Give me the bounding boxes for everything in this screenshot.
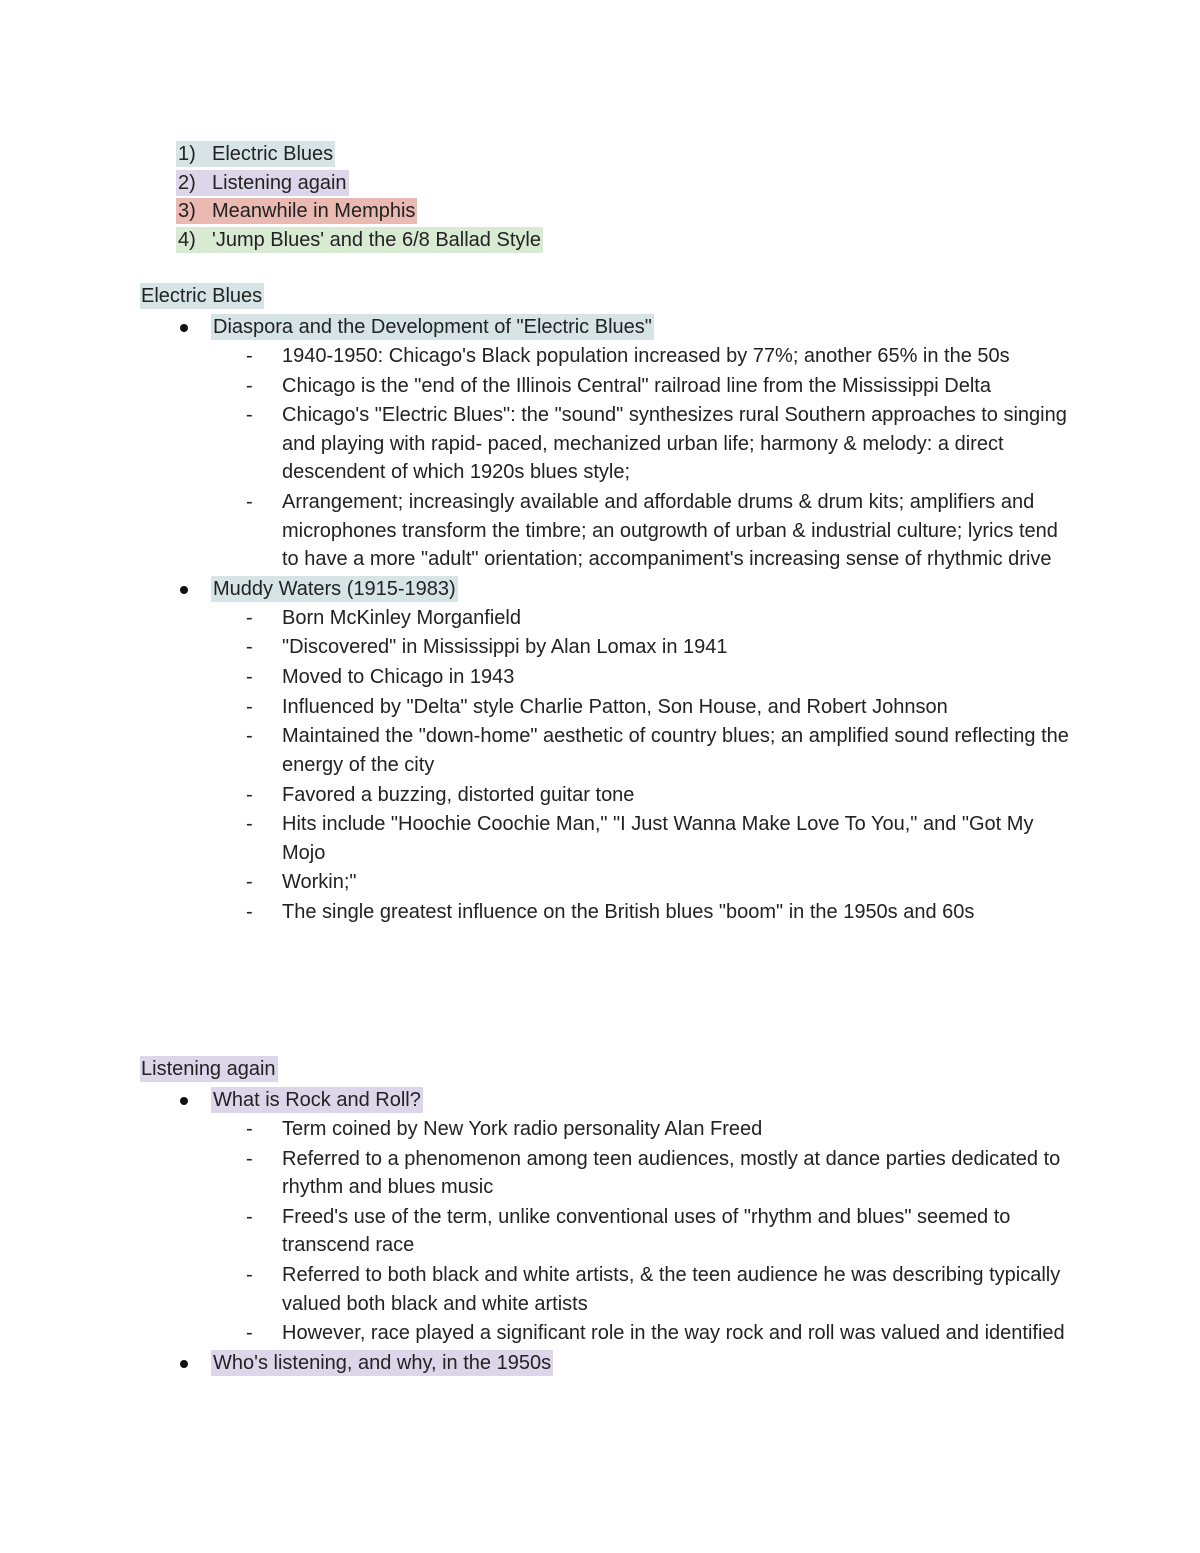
dash-icon: -: [246, 1264, 253, 1287]
list-item: - 1940-1950: Chicago's Black population increased by 77%; another 65% in the 50s: [140, 342, 1072, 371]
list-item: - Favored a buzzing, distorted guitar tone: [140, 781, 1072, 810]
list-item: - Born McKinley Morganfield: [140, 604, 1072, 633]
dash-icon: -: [246, 665, 253, 688]
list-item: - However, race played a significant role in the way rock and roll was valued and identified: [140, 1319, 1072, 1348]
dash-icon: -: [246, 374, 253, 397]
bullet-item: [140, 1350, 1070, 1376]
bullet-item: [140, 1087, 1070, 1113]
dash-icon: -: [246, 606, 253, 629]
bullet-item: [140, 314, 1070, 340]
bullet-text: Muddy Waters (1915-1983): [213, 577, 456, 600]
dash-icon: -: [246, 1147, 253, 1170]
list-item: - Moved to Chicago in 1943: [140, 663, 1072, 692]
dash-icon: -: [246, 813, 253, 836]
bullet-item: [140, 576, 1070, 602]
dash-icon: -: [246, 871, 253, 894]
dash-icon: -: [246, 1118, 253, 1140]
bullet-text: Diaspora and the Development of "Electric Blues": [213, 316, 652, 338]
section-listening-again: [140, 1056, 1070, 1376]
sub-list: [140, 1115, 1070, 1348]
dash-icon: -: [246, 404, 253, 427]
sub-list: [140, 342, 1070, 574]
list-item: - Term coined by New York radio personality Alan Freed: [140, 1115, 1072, 1144]
dash-icon: -: [246, 783, 253, 806]
toc-item-1: 1) Electric Blues: [178, 143, 334, 165]
list-item: - Chicago's "Electric Blues": the "sound" synthesizes rural Southern approaches to singing and playing with rapid- paced, mechanized urban life; harmony & melody: a direct descendent of which 1920s blues style;: [140, 401, 1072, 487]
list-item: - Maintained the "down-home" aesthetic of country blues; an amplified sound reflecting the energy of the city: [140, 722, 1072, 779]
dash-icon: -: [246, 901, 253, 924]
dash-icon: -: [246, 725, 253, 748]
toc-item-2: 2) Listening again: [178, 171, 347, 194]
list-item: - Chicago is the "end of the Illinois Central" railroad line from the Mississippi Delta: [140, 372, 1072, 401]
toc-item-3: 3) Meanwhile in Memphis: [178, 200, 416, 222]
list-item: - Influenced by "Delta" style Charlie Patton, Son House, and Robert Johnson: [140, 693, 1072, 722]
list-item: - Hits include "Hoochie Coochie Man," "I Just Wanna Make Love To You," and "Got My Mojo: [140, 810, 1072, 867]
bullet-dot-icon: [180, 1097, 188, 1105]
bullet-text: Who's listening, and why, in the 1950s: [213, 1351, 552, 1374]
bullet-dot-icon: [180, 586, 188, 594]
section-title: Electric Blues: [141, 285, 263, 307]
section-electric-blues: [140, 283, 1070, 929]
table-of-contents: [176, 140, 543, 254]
bullet-dot-icon: [180, 324, 188, 332]
section-title: Listening again: [141, 1058, 276, 1080]
bullet-dot-icon: [180, 1360, 188, 1368]
list-item: - "Discovered" in Mississippi by Alan Lomax in 1941: [140, 633, 1072, 662]
list-item: - Arrangement; increasingly available and affordable drums & drum kits; amplifiers and microphones transform the timbre; an outgrowth of urban & industrial culture; lyrics tend to have a more "adult" orientation; accompaniment's increasing sense of rhythmic drive: [140, 488, 1072, 574]
dash-icon: -: [246, 1205, 253, 1228]
list-item: - The single greatest influence on the British blues "boom" in the 1950s and 60s: [140, 898, 1072, 927]
sub-list: [140, 604, 1070, 927]
list-item: - Freed's use of the term, unlike conventional uses of "rhythm and blues" seemed to transcend race: [140, 1203, 1072, 1260]
list-item: - Referred to both black and white artists, & the teen audience he was describing typically valued both black and white artists: [140, 1261, 1072, 1318]
toc-item-4: 4) 'Jump Blues' and the 6/8 Ballad Style: [178, 228, 541, 251]
list-item: - Referred to a phenomenon among teen audiences, mostly at dance parties dedicated to rhythm and blues music: [140, 1145, 1072, 1202]
dash-icon: -: [246, 695, 253, 718]
bullet-text: What is Rock and Roll?: [213, 1089, 421, 1111]
list-item: - Workin;": [140, 868, 1072, 897]
dash-icon: -: [246, 491, 253, 514]
dash-icon: -: [246, 1322, 253, 1345]
dash-icon: -: [246, 345, 253, 367]
dash-icon: -: [246, 636, 253, 659]
